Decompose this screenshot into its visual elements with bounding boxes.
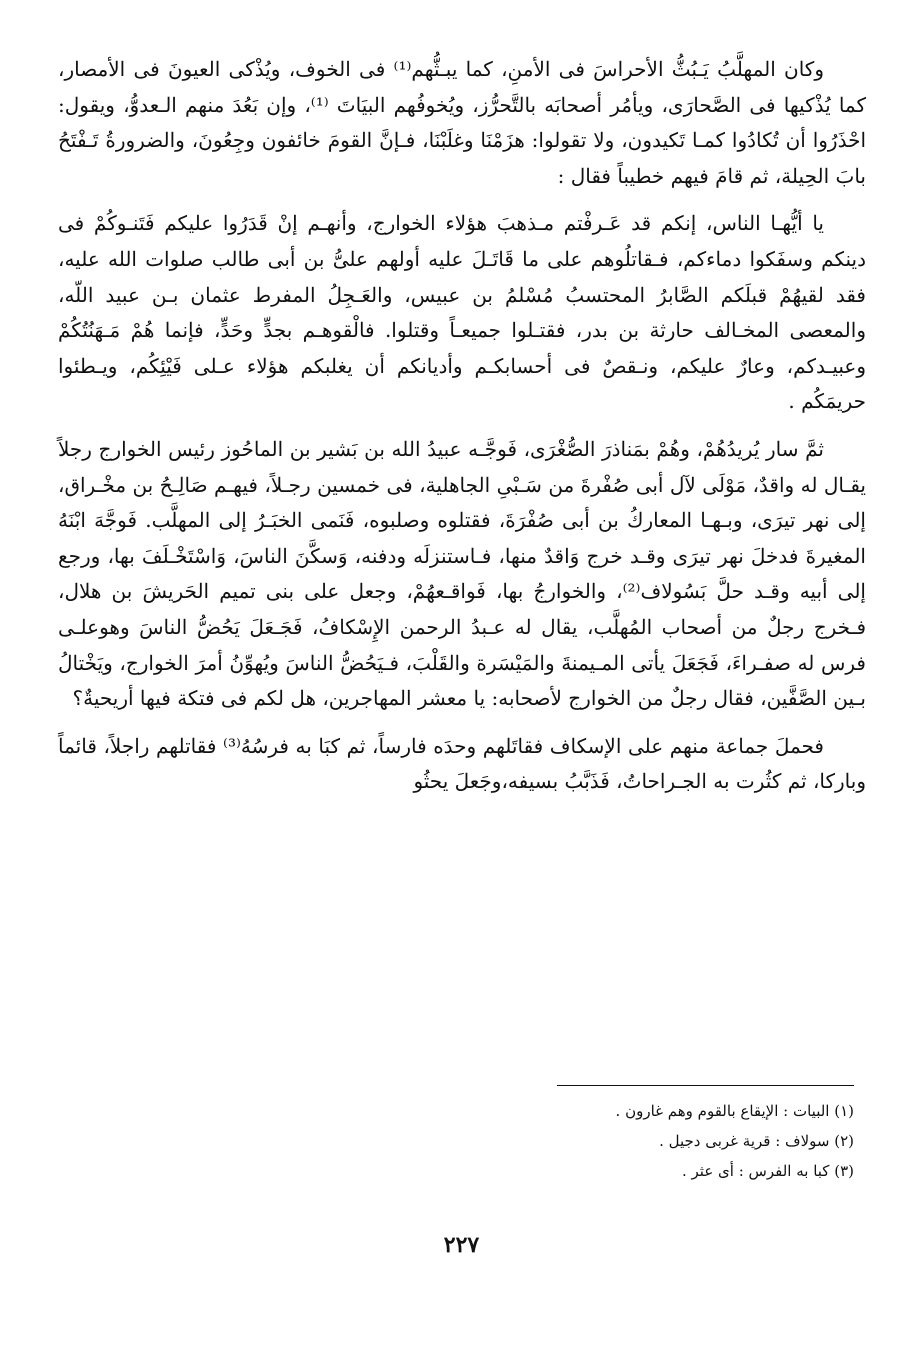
footnote-1: (١) البيات : الإيقاع بالقوم وهم غارون . [615,1102,854,1120]
page-number: ٢٢٧ [443,1232,480,1258]
paragraph-2: يا أيُّهـا الناس، إنكم قد عَـرفْتم مـذهبَ هؤلاء الخوارج، وأنهـم إنْ قَدَرُوا عليكم فَتَنـوكُمْ فى دينكم وسفَكوا دماءكم، فـقاتلُوهم على ما قَاتَـلَ عليه أولهم علىُّ بن أبى طالب صلوات الله عليه، فقد لقيهُمْ قبلَكم الصَّابرُ المحتسبُ مُسْلمُ بن عبيس، والعَـجِلُ المفرط عثمان بـن عبيد اللّه، والمعصى المخـالف حارثة بن بدر، فقتـلوا جميعـاً وقتلوا. فالْقوهـم بجدٍّ وحَدٍّ، فإنما هُمْ مَـهَنُتُكُمْ وعبيـدكم، وعارٌ عليكم، ونـقصٌ فى أحسابكـم وأديانكم أن يغلبكم هؤلاء عـلى فَيْئِكُم، ويـطئوا حريمَكُم . [58,211,866,414]
main-text [58,52,866,800]
footnote-divider [557,1085,854,1086]
footnote-2: (٢) سولاف : قرية غربى دجيل . [659,1132,854,1150]
paragraph-1: وكان المهلَّبُ يَـبُثُّ الأحراسَ فى الأمنِ، كما يبـثُّهم⁽¹⁾ فى الخوف، ويُذْكى العيونَ فى الأمصار، كما يُذْكيها فى الصَّحارَى، ويأمُر أصحابَه بالتَّحرُّز، ويُخوفُهم البيَاتَ ⁽¹⁾، وإن بَعُدَ منهم الـعدوُّ، ويقول: احْذَرُوا أن تُكادُوا كمـا تَكيدون، ولا تقولوا: هزَمْنَا وغلَبْنَا، فـإنَّ القومَ خائفون وجِعُونَ، والضرورةُ تَـفْتَحُ بابَ الحِيلة، ثم قامَ فيهم خطيباً فقال : [58,57,866,188]
footnote-3: (٣) كبا به الفرس : أى عثر . [681,1162,854,1180]
footnotes [420,1096,854,1186]
paragraph-4: فحملَ جماعة منهم على الإسكاف فقاتَلهم وحدَه فارساً، ثم كبَا به فرسُهُ⁽³⁾ فقاتلهم راجلاً، قائماً وباركا، ثم كثُرت به الجـراحاتُ، فَذَبَّبُ بسيفه،وجَعلَ يحثُو [58,733,866,794]
paragraph-3: ثمَّ سار يُريدُهُمْ، وهُمْ بمَناذرَ الصُّغْرَى، فَوجَّـه عبيدُ الله بن بَشير بن الماحُوز رئيس الخوارج رجلاً يقـال له واقدٌ، مَوْلَى لآل أبى صُفْرةَ من سَـبْىِ الجاهلية، فى خمسين رجـلاً، فيهـم صَالِـحُ بن مخْـراق، إلى نهر تيرَى، وبـهـا المعاركُ بن أبى صُفْرَةَ، فقتلوه وصلبوه، فَنَمى الخبَـرُ إلى المهلَّب. فَوجَّهَ ابْنَهُ المغيرةَ فدخلَ نهر تيرَى وقـد خرج وَاقدٌ منها، فـاستنزلَه ودفنه، وَسكَّنَ الناسَ، وَاسْتَخْـلَفَ بها، ورجع إلى أبيه وقـد حلَّ بَسُولاف⁽²⁾، والخوارجُ بها، فَواقـعهُمْ، وجعل على بنى تميم الحَريشَ بن هلال، فـخرج رجلٌ من أصحاب المُهلَّب، يقال له عـبدُ الرحمن الإِسْكافُ، فَجَـعَلَ يَحُضُّ الناسَ وهوعلـى فرس له صفـراءَ، فَجَعَلَ يأتى المـيمنةَ والمَيْسَرة والقَلْبَ، فـيَحُضُّ الناسَ ويُهوِّنُ أمرَ الخوارج، ويَخْتالُ بـين الصَّفَّين، فقال رجلٌ من الخوارج لأصحابه: يا معشر المهاجرين، هل لكم فى فتكة فيها أريحيةٌ؟ [58,436,866,711]
